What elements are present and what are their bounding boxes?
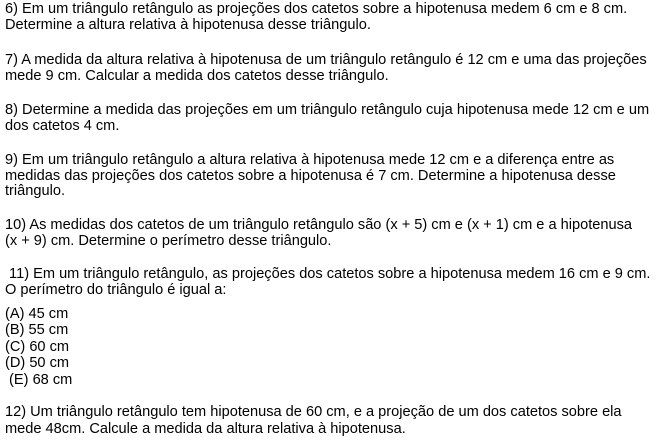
question-11-option-d: (D) 50 cm bbox=[5, 355, 70, 371]
question-9-line-3: triângulo. bbox=[5, 183, 66, 199]
question-10-line-1: 10) As medidas dos catetos de um triângulo retângulo são (x + 5) cm e (x + 1) cm e a hipotenusa bbox=[5, 217, 633, 233]
question-8-line-2: dos catetos 4 cm. bbox=[5, 118, 120, 134]
question-7-line-2: mede 9 cm. Calcular a medida dos catetos desse triângulo. bbox=[5, 68, 389, 84]
question-11-option-c: (C) 60 cm bbox=[5, 339, 70, 355]
question-8-line-1: 8) Determine a medida das projeções em um triângulo retângulo cuja hipotenusa mede 12 cm e um bbox=[5, 102, 650, 118]
question-9-line-1: 9) Em um triângulo retângulo a altura relativa à hipotenusa mede 12 cm e a diferença entre as bbox=[5, 152, 615, 168]
question-9-line-2: medidas das projeções dos catetos sobre a hipotenusa é 7 cm. Determine a hipotenusa desse bbox=[5, 168, 616, 184]
question-11-option-e: (E) 68 cm bbox=[5, 372, 73, 388]
question-11-option-a: (A) 45 cm bbox=[5, 306, 69, 322]
question-11-line-2: O perímetro do triângulo é igual a: bbox=[5, 282, 227, 298]
question-6-line-1: 6) Em um triângulo retângulo as projeções dos catetos sobre a hipotenusa medem 6 cm e 8 cm. bbox=[5, 1, 628, 17]
question-11-line-1: 11) Em um triângulo retângulo, as projeções dos catetos sobre a hipotenusa medem 16 cm e 9 cm. bbox=[5, 266, 651, 282]
question-12-line-2: mede 48cm. Calcule a medida da altura relativa à hipotenusa. bbox=[5, 421, 406, 437]
question-6-line-2: Determine a altura relativa à hipotenusa desse triângulo. bbox=[5, 17, 371, 33]
question-7-line-1: 7) A medida da altura relativa à hipotenusa de um triângulo retângulo é 12 cm e uma das projeções bbox=[5, 52, 647, 68]
question-12-line-1: 12) Um triângulo retângulo tem hipotenusa de 60 cm, e a projeção de um dos catetos sobre ela bbox=[5, 404, 622, 420]
question-11-option-b: (B) 55 cm bbox=[5, 322, 69, 338]
question-10-line-2: (x + 9) cm. Determine o perímetro desse triângulo. bbox=[5, 233, 332, 249]
